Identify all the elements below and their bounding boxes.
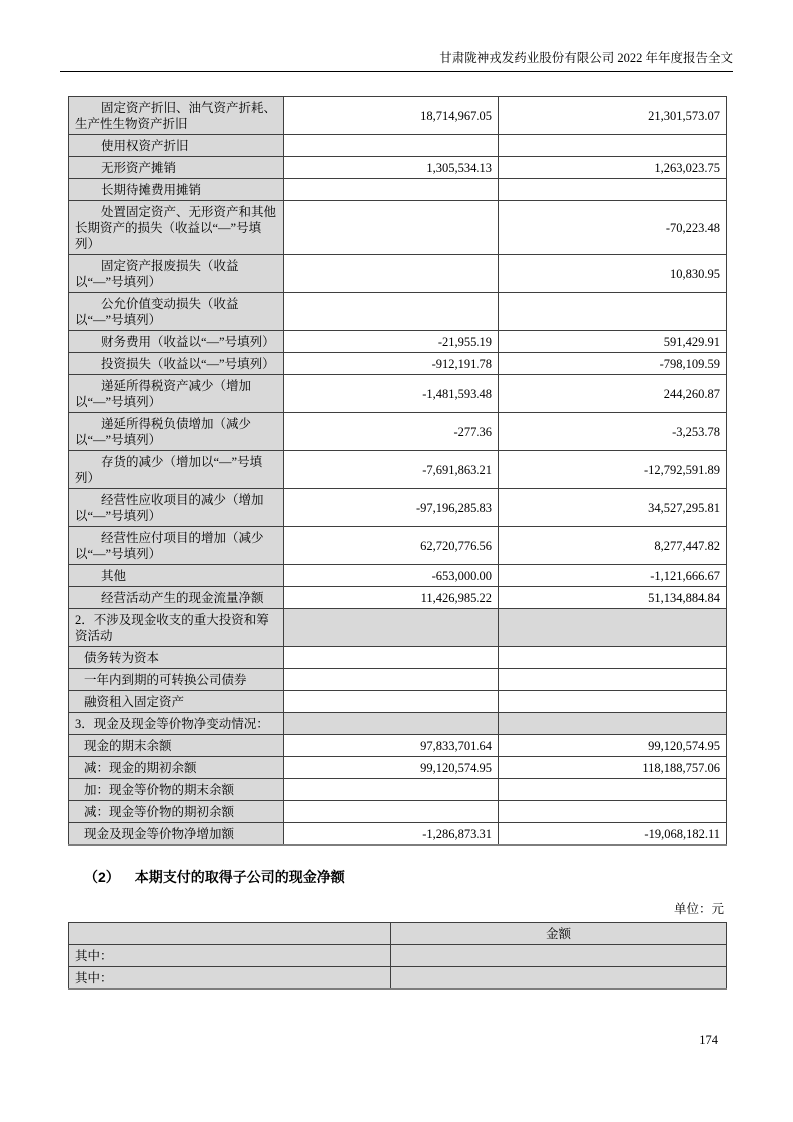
- prior-period-value: -19,068,182.11: [499, 823, 727, 846]
- current-period-value: -653,000.00: [284, 565, 499, 587]
- table-row: [69, 527, 727, 565]
- table-row: [69, 587, 727, 609]
- prior-period-value: [499, 179, 727, 201]
- section-row: [69, 609, 727, 647]
- table-row: [69, 669, 727, 691]
- current-period-value: -912,191.78: [284, 353, 499, 375]
- report-header-title: 甘肃陇神戎发药业股份有限公司 2022 年年度报告全文: [439, 51, 733, 65]
- current-period-value: 99,120,574.95: [284, 757, 499, 779]
- prior-period-value: 99,120,574.95: [499, 735, 727, 757]
- prior-period-value: 244,260.87: [499, 375, 727, 413]
- prior-period-value: -3,253.78: [499, 413, 727, 451]
- table-row: [69, 489, 727, 527]
- row-label: 减：现金等价物的期初余额: [69, 801, 284, 823]
- prior-period-value: 591,429.91: [499, 331, 727, 353]
- prior-period-value: -1,121,666.67: [499, 565, 727, 587]
- prior-period-value: 21,301,573.07: [499, 97, 727, 135]
- table-row: [69, 967, 727, 990]
- subsection-text: 本期支付的取得子公司的现金净额: [134, 869, 345, 885]
- current-period-value: [284, 647, 499, 669]
- prior-period-value: 34,527,295.81: [499, 489, 727, 527]
- row-value: [391, 945, 727, 967]
- prior-period-value: 118,188,757.06: [499, 757, 727, 779]
- subsidiary-cash-table: [68, 922, 727, 990]
- document-header: [60, 50, 733, 72]
- table-row: [69, 201, 727, 255]
- current-period-value: 62,720,776.56: [284, 527, 499, 565]
- prior-period-value: [499, 609, 727, 647]
- prior-period-value: [499, 135, 727, 157]
- row-label: 投资损失（收益以“—”号填列）: [69, 353, 284, 375]
- row-label: 其中：: [69, 945, 391, 967]
- table-header-row: [69, 923, 727, 945]
- row-label: 长期待摊费用摊销: [69, 179, 284, 201]
- current-period-value: [284, 779, 499, 801]
- prior-period-value: [499, 801, 727, 823]
- prior-period-value: 51,134,884.84: [499, 587, 727, 609]
- row-label: 其中：: [69, 967, 391, 990]
- prior-period-value: [499, 647, 727, 669]
- row-label: 递延所得税负债增加（减少以“—”号填列）: [69, 413, 284, 451]
- current-period-value: -97,196,285.83: [284, 489, 499, 527]
- row-label: 经营活动产生的现金流量净额: [69, 587, 284, 609]
- table-row: [69, 691, 727, 713]
- current-period-value: [284, 201, 499, 255]
- amount-column-header: 金额: [391, 923, 727, 945]
- current-period-value: [284, 609, 499, 647]
- current-period-value: -1,481,593.48: [284, 375, 499, 413]
- current-period-value: 1,305,534.13: [284, 157, 499, 179]
- unit-row: [68, 902, 726, 917]
- current-period-value: [284, 179, 499, 201]
- row-label: 现金及现金等价物净增加额: [69, 823, 284, 846]
- current-period-value: -7,691,863.21: [284, 451, 499, 489]
- current-period-value: [284, 713, 499, 735]
- table-row: [69, 331, 727, 353]
- current-period-value: [284, 293, 499, 331]
- prior-period-value: 8,277,447.82: [499, 527, 727, 565]
- row-label: 固定资产报废损失（收益以“—”号填列）: [69, 255, 284, 293]
- table-row: [69, 135, 727, 157]
- table-row: [69, 647, 727, 669]
- table-row: [69, 157, 727, 179]
- prior-period-value: [499, 669, 727, 691]
- empty-header-cell: [69, 923, 391, 945]
- row-label: 无形资产摊销: [69, 157, 284, 179]
- current-period-value: 18,714,967.05: [284, 97, 499, 135]
- row-label: 现金的期末余额: [69, 735, 284, 757]
- table-row: [69, 179, 727, 201]
- row-label: 减：现金的期初余额: [69, 757, 284, 779]
- current-period-value: -21,955.19: [284, 331, 499, 353]
- current-period-value: 97,833,701.64: [284, 735, 499, 757]
- row-label: 存货的减少（增加以“—”号填列）: [69, 451, 284, 489]
- row-label: 财务费用（收益以“—”号填列）: [69, 331, 284, 353]
- row-label: 加：现金等价物的期末余额: [69, 779, 284, 801]
- table-row: [69, 293, 727, 331]
- prior-period-value: 10,830.95: [499, 255, 727, 293]
- table-row: [69, 413, 727, 451]
- page-number: 174: [699, 1033, 718, 1047]
- subsection-number: （2）: [84, 869, 120, 885]
- prior-period-value: [499, 293, 727, 331]
- subsection-title: [84, 868, 726, 886]
- row-label: 2．不涉及现金收支的重大投资和筹资活动: [69, 609, 284, 647]
- table-row: [69, 97, 727, 135]
- prior-period-value: -798,109.59: [499, 353, 727, 375]
- row-label: 公允价值变动损失（收益以“—”号填列）: [69, 293, 284, 331]
- row-label: 经营性应付项目的增加（减少以“—”号填列）: [69, 527, 284, 565]
- table-row: [69, 375, 727, 413]
- table-row: [69, 565, 727, 587]
- table-row: [69, 779, 727, 801]
- prior-period-value: 1,263,023.75: [499, 157, 727, 179]
- current-period-value: [284, 135, 499, 157]
- prior-period-value: [499, 713, 727, 735]
- row-label: 处置固定资产、无形资产和其他长期资产的损失（收益以“—”号填列）: [69, 201, 284, 255]
- unit-label: 单位：元: [673, 902, 724, 916]
- row-label: 融资租入固定资产: [69, 691, 284, 713]
- current-period-value: -1,286,873.31: [284, 823, 499, 846]
- row-label: 递延所得税资产减少（增加以“—”号填列）: [69, 375, 284, 413]
- prior-period-value: [499, 691, 727, 713]
- row-label: 固定资产折旧、油气资产折耗、生产性生物资产折旧: [69, 97, 284, 135]
- table-row: [69, 757, 727, 779]
- current-period-value: [284, 801, 499, 823]
- current-period-value: [284, 669, 499, 691]
- table-row: [69, 801, 727, 823]
- row-label: 3．现金及现金等价物净变动情况：: [69, 713, 284, 735]
- current-period-value: 11,426,985.22: [284, 587, 499, 609]
- row-label: 经营性应收项目的减少（增加以“—”号填列）: [69, 489, 284, 527]
- current-period-value: [284, 691, 499, 713]
- prior-period-value: [499, 779, 727, 801]
- prior-period-value: -12,792,591.89: [499, 451, 727, 489]
- row-label: 债务转为资本: [69, 647, 284, 669]
- row-label: 其他: [69, 565, 284, 587]
- current-period-value: [284, 255, 499, 293]
- page-content: [68, 96, 726, 990]
- row-value: [391, 967, 727, 990]
- table-row: [69, 945, 727, 967]
- table-row: [69, 353, 727, 375]
- table-row: [69, 823, 727, 846]
- section-row: [69, 713, 727, 735]
- row-label: 使用权资产折旧: [69, 135, 284, 157]
- prior-period-value: -70,223.48: [499, 201, 727, 255]
- current-period-value: -277.36: [284, 413, 499, 451]
- table-row: [69, 451, 727, 489]
- table-row: [69, 735, 727, 757]
- table-row: [69, 255, 727, 293]
- cash-flow-supplement-table: [68, 96, 727, 846]
- row-label: 一年内到期的可转换公司债券: [69, 669, 284, 691]
